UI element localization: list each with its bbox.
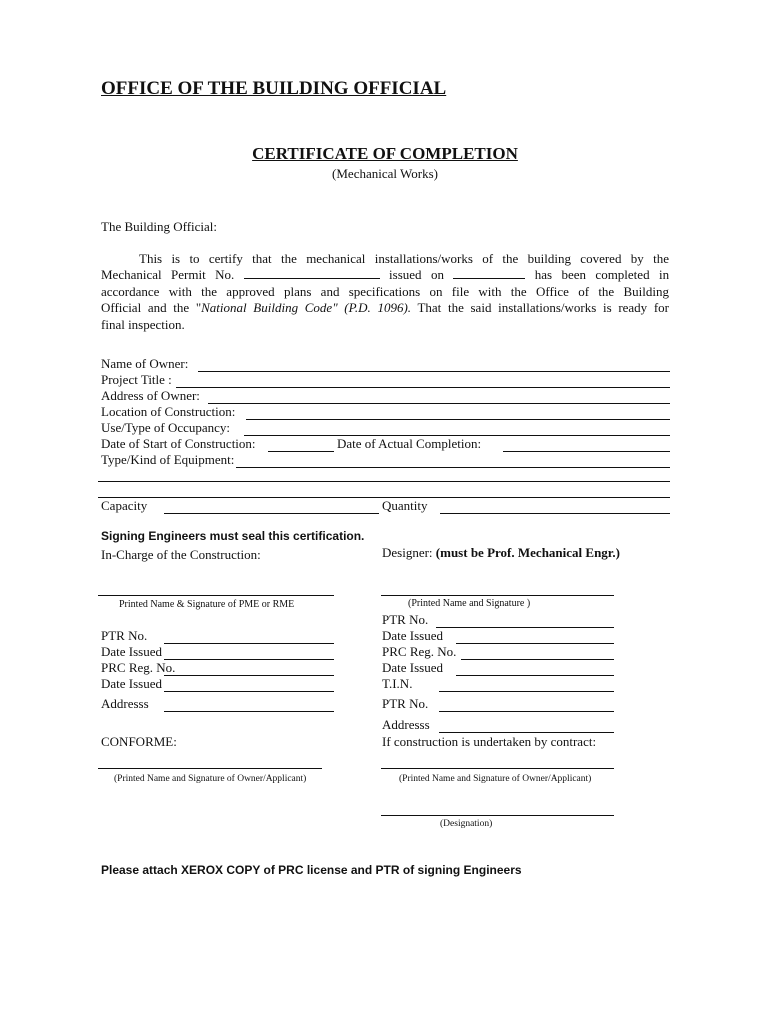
owner-name-line[interactable] <box>198 371 670 372</box>
right-ptr-label: PTR No. <box>382 612 429 627</box>
equipment-label: Type/Kind of Equipment: <box>101 452 235 467</box>
issued-on-blank[interactable] <box>453 267 525 279</box>
date-start-label: Date of Start of Construction: <box>101 436 256 451</box>
right-tin-label: T.I.N. <box>382 676 413 691</box>
occupancy-label: Use/Type of Occupancy: <box>101 420 231 435</box>
project-title-label: Project Title : <box>101 372 172 387</box>
left-date-issued-2-line[interactable] <box>164 691 334 692</box>
right-date-issued-1-line[interactable] <box>456 643 614 644</box>
date-completion-label: Date of Actual Completion: <box>337 436 482 451</box>
permit-no-blank[interactable] <box>244 267 380 279</box>
owner-address-label: Address of Owner: <box>101 388 200 403</box>
official-label: Official and the " <box>101 300 202 316</box>
issued-on-label: issued on <box>389 267 444 283</box>
left-date-issued-1-line[interactable] <box>164 659 334 660</box>
quantity-line[interactable] <box>440 513 670 514</box>
left-signature-line[interactable] <box>98 595 334 596</box>
date-start-line[interactable] <box>268 451 334 452</box>
paragraph-line-1: This is to certify that the mechanical installations/works of the building covered by the <box>139 251 669 266</box>
office-title: OFFICE OF THE BUILDING OFFICIAL <box>101 78 447 99</box>
project-title-line[interactable] <box>176 387 670 388</box>
right-date-issued-1-label: Date Issued <box>382 628 444 643</box>
right-signature-caption: (Printed Name and Signature ) <box>408 598 531 609</box>
designer-label: Designer: <box>382 545 433 560</box>
footer-note: Please attach XEROX COPY of PRC license and PTR of signing Engineers <box>101 863 522 877</box>
right-address-line[interactable] <box>439 732 614 733</box>
owner-caption-left: (Printed Name and Signature of Owner/Applicant) <box>114 774 307 784</box>
equipment-line[interactable] <box>236 467 670 468</box>
right-ptr-2-line[interactable] <box>439 711 614 712</box>
signing-notice: Signing Engineers must seal this certification. <box>101 529 365 543</box>
certificate-subtitle: (Mechanical Works) <box>332 166 438 181</box>
extra-line-1[interactable] <box>98 481 670 482</box>
right-ptr-2-label: PTR No. <box>382 696 429 711</box>
owner-caption-right: (Printed Name and Signature of Owner/Applicant) <box>399 774 592 784</box>
conforme-label: CONFORME: <box>101 734 177 749</box>
left-signature-caption: Printed Name & Signature of PME or RME <box>119 599 295 610</box>
left-date-issued-1-label: Date Issued <box>101 644 163 659</box>
paragraph-line-3: accordance with the approved plans and specifications on file with the Office of the Building <box>101 283 669 299</box>
right-signature-line[interactable] <box>381 595 614 596</box>
location-label: Location of Construction: <box>101 404 236 419</box>
certification-paragraph <box>101 251 669 333</box>
right-date-issued-2-label: Date Issued <box>382 660 444 675</box>
owner-signature-line-left[interactable] <box>98 768 322 769</box>
owner-name-label: Name of Owner: <box>101 356 189 371</box>
permit-no-label: Mechanical Permit No. <box>101 267 235 283</box>
paragraph-line-2 <box>101 267 669 283</box>
left-prc-line[interactable] <box>164 675 334 676</box>
left-prc-label: PRC Reg. No. <box>101 660 176 675</box>
capacity-line[interactable] <box>164 513 379 514</box>
quantity-label: Quantity <box>382 498 428 513</box>
contract-note: If construction is undertaken by contract: <box>382 734 597 749</box>
date-completion-line[interactable] <box>503 451 670 452</box>
right-address-label: Addresss <box>382 717 430 732</box>
location-line[interactable] <box>246 419 670 420</box>
certificate-title: CERTIFICATE OF COMPLETION <box>252 144 518 163</box>
capacity-label: Capacity <box>101 498 148 513</box>
right-ptr-line[interactable] <box>436 627 614 628</box>
left-ptr-line[interactable] <box>164 643 334 644</box>
paragraph-line-5: final inspection. <box>101 316 185 332</box>
in-charge-label: In-Charge of the Construction: <box>101 547 261 562</box>
designer-heading <box>382 545 620 561</box>
designer-note: (must be Prof. Mechanical Engr.) <box>435 545 620 560</box>
code-reference: National Building Code" (P.D. 1096). <box>201 300 412 316</box>
left-ptr-label: PTR No. <box>101 628 148 643</box>
right-prc-label: PRC Reg. No. <box>382 644 457 659</box>
right-date-issued-2-line[interactable] <box>456 675 614 676</box>
completed-label: has been completed in <box>534 267 670 283</box>
left-date-issued-2-label: Date Issued <box>101 676 163 691</box>
left-address-label: Addresss <box>101 696 149 711</box>
right-prc-line[interactable] <box>461 659 614 660</box>
right-tin-line[interactable] <box>439 691 614 692</box>
owner-signature-line-right[interactable] <box>381 768 614 769</box>
owner-address-line[interactable] <box>208 403 670 404</box>
designation-line[interactable] <box>381 815 614 816</box>
paragraph-line-4 <box>101 300 669 316</box>
ready-label: That the said installations/works is ready for <box>411 300 670 316</box>
designation-caption: (Designation) <box>440 819 493 829</box>
salutation: The Building Official: <box>101 219 218 234</box>
left-address-line[interactable] <box>164 711 334 712</box>
